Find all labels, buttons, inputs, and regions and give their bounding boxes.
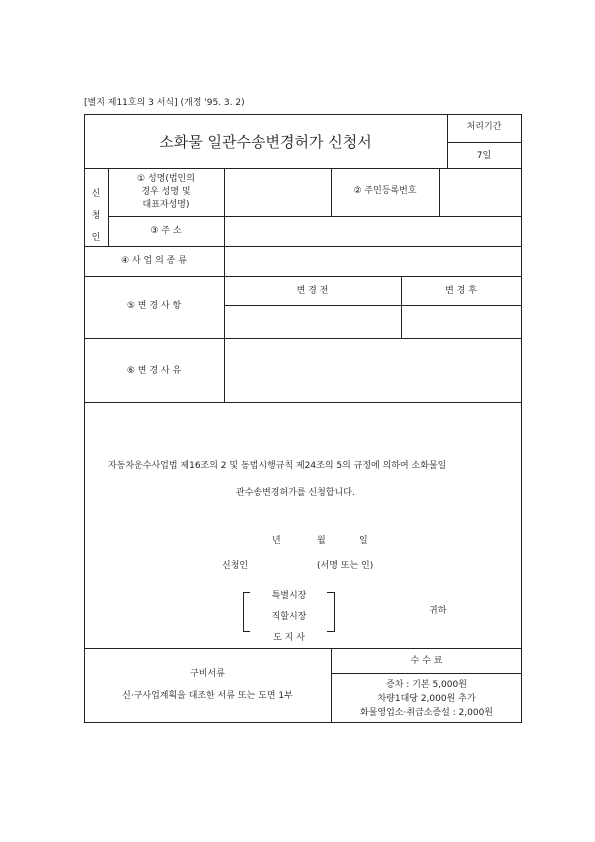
statement-line-2: 관수송변경허가를 신청합니다. bbox=[236, 488, 355, 498]
date-month-label: 월 bbox=[317, 536, 326, 546]
after-change-label: 변 경 후 bbox=[445, 286, 477, 296]
fee-details bbox=[331, 678, 522, 720]
fee-line-office: 화물영업소·취급소증설 : 2,000원 bbox=[359, 708, 493, 718]
processing-period-value: 7일 bbox=[476, 151, 492, 161]
required-documents-label: 구비서류 bbox=[190, 669, 225, 679]
change-items-label: ⑤ 변 경 사 항 bbox=[126, 301, 182, 311]
date-day-label: 일 bbox=[359, 536, 368, 546]
fee-line-per-vehicle: 차량1대당 2,000원 추가 bbox=[377, 694, 476, 704]
authority-governor: 도 지 사 bbox=[273, 633, 305, 643]
statement-line-1: 자동차운수사업법 제16조의 2 및 동법시행규칙 제24조의 5의 규정에 의하여 소화물일 bbox=[108, 461, 447, 471]
fee-line-increase: 증차 : 기본 5,000원 bbox=[386, 680, 467, 690]
required-documents-text: 신·구사업계획을 대조한 서류 또는 도면 1부 bbox=[122, 691, 293, 701]
applicant-group-label: 신 청 인 bbox=[91, 189, 101, 243]
applicant-sign-label: 신청인 bbox=[222, 561, 249, 571]
authority-list bbox=[252, 586, 326, 649]
form-title: 소화물 일관수송변경허가 신청서 bbox=[159, 133, 372, 151]
signature-placeholder: (서명 또는 인) bbox=[317, 561, 374, 571]
honorific: 귀하 bbox=[429, 606, 447, 616]
business-type-label: ④ 사 업 의 종 류 bbox=[121, 256, 187, 266]
fee-label: 수 수 료 bbox=[410, 656, 443, 666]
date-year-label: 년 bbox=[272, 536, 281, 546]
authority-seoul-mayor: 특별시장 bbox=[271, 591, 307, 601]
authority-city-mayor: 직할시장 bbox=[271, 612, 307, 622]
before-change-label: 변 경 전 bbox=[296, 286, 329, 296]
address-label: ③ 주 소 bbox=[150, 226, 182, 236]
change-reason-label: ⑥ 변 경 사 유 bbox=[126, 366, 182, 376]
resident-number-label: ② 주민등록번호 bbox=[353, 186, 417, 196]
processing-period-label: 처리기간 bbox=[466, 122, 502, 132]
form-number-note: [별지 제11호의 3 서식] (개정 '95. 3. 2) bbox=[84, 98, 245, 108]
name-label: ① 성명(법인의 경우 성명 및 대표자성명) bbox=[137, 174, 195, 210]
